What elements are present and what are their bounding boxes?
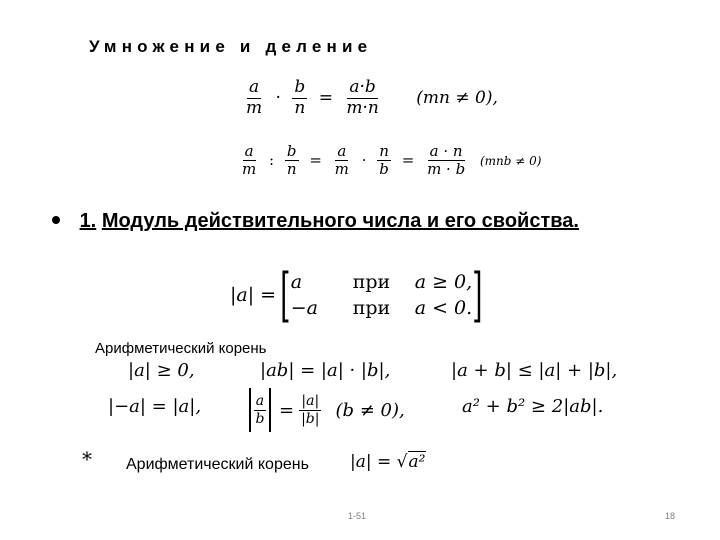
abs-bar	[249, 388, 251, 432]
condition: (mn ≠ 0),	[416, 87, 498, 108]
case-row	[291, 295, 472, 321]
fraction-n-over-b	[377, 143, 391, 179]
case-value: −a	[290, 297, 318, 319]
numerator: n	[379, 142, 389, 160]
numerator: a · n	[429, 142, 463, 160]
absolute-value-definition	[230, 261, 483, 329]
denominator: m	[334, 160, 349, 179]
denominator: m·n	[346, 97, 379, 118]
radical-sign: √	[396, 452, 408, 472]
left-bracket: [	[280, 261, 291, 329]
denominator: |b|	[301, 410, 320, 427]
heading-text: Модуль действительного числа и его свойства.	[101, 210, 579, 232]
sqrt-lhs: |a| =	[350, 452, 392, 472]
property-nonnegative: |a| ≥ 0,	[128, 360, 195, 381]
multiply-sign: ·	[275, 87, 281, 108]
numerator: b	[294, 77, 306, 97]
condition: (b ≠ 0),	[335, 399, 405, 421]
fraction-a-over-m	[333, 143, 351, 179]
fraction-a-over-m	[240, 143, 258, 179]
case-value: a	[290, 271, 303, 293]
fraction-abs-a-over-abs-b	[299, 393, 321, 426]
property-squares-inequality: a² + b² ≥ 2|ab|.	[462, 396, 604, 417]
fraction-b-over-n	[292, 78, 307, 118]
case-row	[291, 269, 472, 295]
condition: (mnb ≠ 0)	[479, 153, 542, 168]
section-heading	[52, 210, 579, 233]
fraction-b-over-n	[285, 143, 299, 179]
heading-number: 1.	[79, 210, 97, 232]
property-product: |ab| = |a| · |b|,	[260, 360, 391, 381]
bullet-icon	[52, 216, 60, 224]
cases-table	[291, 269, 472, 321]
fraction-product	[344, 78, 380, 118]
slide-title: Умножение и деление	[89, 37, 373, 56]
numerator: a	[244, 142, 254, 160]
denominator: m · b	[427, 160, 466, 179]
division-formula	[240, 143, 541, 179]
numerator: a	[255, 393, 265, 410]
asterisk-mark: *	[82, 447, 92, 471]
right-bracket: ]	[472, 261, 483, 329]
denominator: m	[246, 97, 263, 118]
fraction-result	[425, 143, 467, 179]
equals-sign: =	[401, 150, 415, 169]
denominator: b	[255, 410, 265, 427]
arithmetic-root-label-2: Арифметический корень	[126, 456, 309, 473]
case-condition: a ≥ 0,	[414, 271, 473, 293]
definition-lhs: |a| =	[230, 284, 277, 306]
footer-label: 1-51	[348, 511, 367, 521]
fraction-a-over-b	[254, 393, 267, 426]
denominator: n	[294, 97, 306, 118]
case-word: при	[352, 297, 391, 319]
numerator: a	[337, 142, 347, 160]
multiplication-formula	[244, 78, 498, 118]
case-word: при	[352, 271, 391, 293]
numerator: a	[248, 77, 260, 97]
page-number: 18	[665, 511, 676, 521]
property-negation: |−a| = |a|,	[108, 396, 202, 417]
abs-bar	[269, 388, 271, 432]
fraction-a-over-m	[244, 78, 264, 118]
numerator: |a|	[301, 393, 320, 410]
denominator: n	[286, 160, 297, 179]
equals-sign: =	[309, 150, 322, 169]
radicand: a²	[408, 452, 426, 472]
property-triangle-inequality: |a + b| ≤ |a| + |b|,	[451, 360, 618, 381]
denominator: m	[242, 160, 257, 179]
property-quotient	[246, 388, 405, 432]
denominator: b	[379, 160, 389, 179]
arithmetic-root-label: Арифметический корень	[95, 340, 267, 357]
equals-sign: =	[318, 87, 333, 108]
equals-sign: =	[278, 399, 295, 421]
numerator: b	[286, 142, 297, 160]
case-condition: a < 0.	[414, 297, 473, 319]
multiply-sign: ·	[361, 150, 367, 169]
sqrt-formula	[350, 452, 426, 472]
numerator: a·b	[349, 77, 376, 97]
colon-sign: :	[269, 150, 275, 169]
